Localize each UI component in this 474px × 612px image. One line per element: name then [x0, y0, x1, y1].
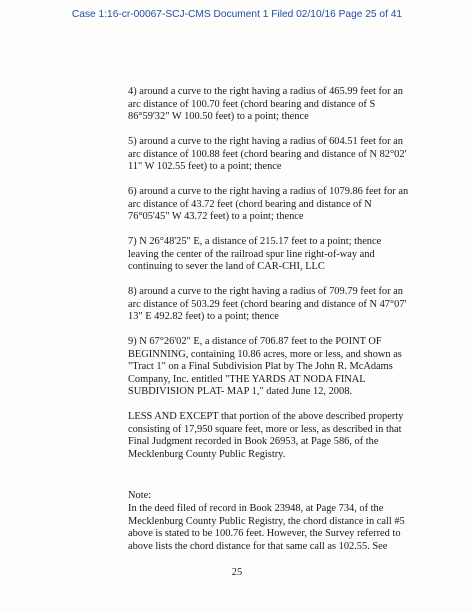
paragraph-call-4: 4) around a curve to the right having a radius of 465.99 feet for an arc distance of 100.70 feet (chord bearing and distance of S 86°59'32" W 100.50 feet) to a point; thence [128, 86, 403, 123]
paragraph-call-6: 6) around a curve to the right having a radius of 1079.86 feet for an arc distance of 43.72 feet (chord bearing and distance of N 76°05'45" W 43.72 feet) to a point; thence [128, 186, 409, 223]
court-filing-header: Case 1:16-cr-00067-SCJ-CMS Document 1 Filed 02/10/16 Page 25 of 41 [71, 9, 403, 20]
page-number: 25 [231, 567, 243, 578]
note-label: Note: [128, 490, 152, 501]
paragraph-call-7: 7) N 26°48'25" E, a distance of 215.17 feet to a point; thence leaving the center of the railroad spur line right-of-way and continuing to sever the land of CAR-CHI, LLC [128, 236, 382, 273]
paragraph-call-9: 9) N 67°26'02" E, a distance of 706.87 feet to the POINT OF BEGINNING, containing 10.86 acres, more or less, and shown as "Tract 1" on a Final Subdivision Plat by The John R. McAdams Company, Inc. entitled "THE YARDS AT NODA FINAL SUBDIVISION PLAT- MAP 1," dated June 12, 2008. [128, 336, 402, 398]
paragraph-call-8: 8) around a curve to the right having a radius of 709.79 feet for an arc distance of 503.29 feet (chord bearing and distance of N 47°07' 13" E 492.82 feet) to a point; thence [128, 286, 407, 323]
note-text: In the deed filed of record in Book 23948, at Page 734, of the Mecklenburg County Public Registry, the chord distance in call #5 above is stated to be 100.76 feet. However, the Survey referred to above lists the chord distance for that same call as 102.55. See [128, 503, 405, 552]
paragraph-less-and-except: LESS AND EXCEPT that portion of the above described property consisting of 17,950 square feet, more or less, as described in that Final Judgment recorded in Book 26953, at Page 586, of the Mecklenburg County Public Registry. [128, 411, 404, 460]
paragraph-call-5: 5) around a curve to the right having a radius of 604.51 feet for an arc distance of 100.88 feet (chord bearing and distance of N 82°02' 11" W 102.55 feet) to a point; thence [128, 136, 407, 173]
